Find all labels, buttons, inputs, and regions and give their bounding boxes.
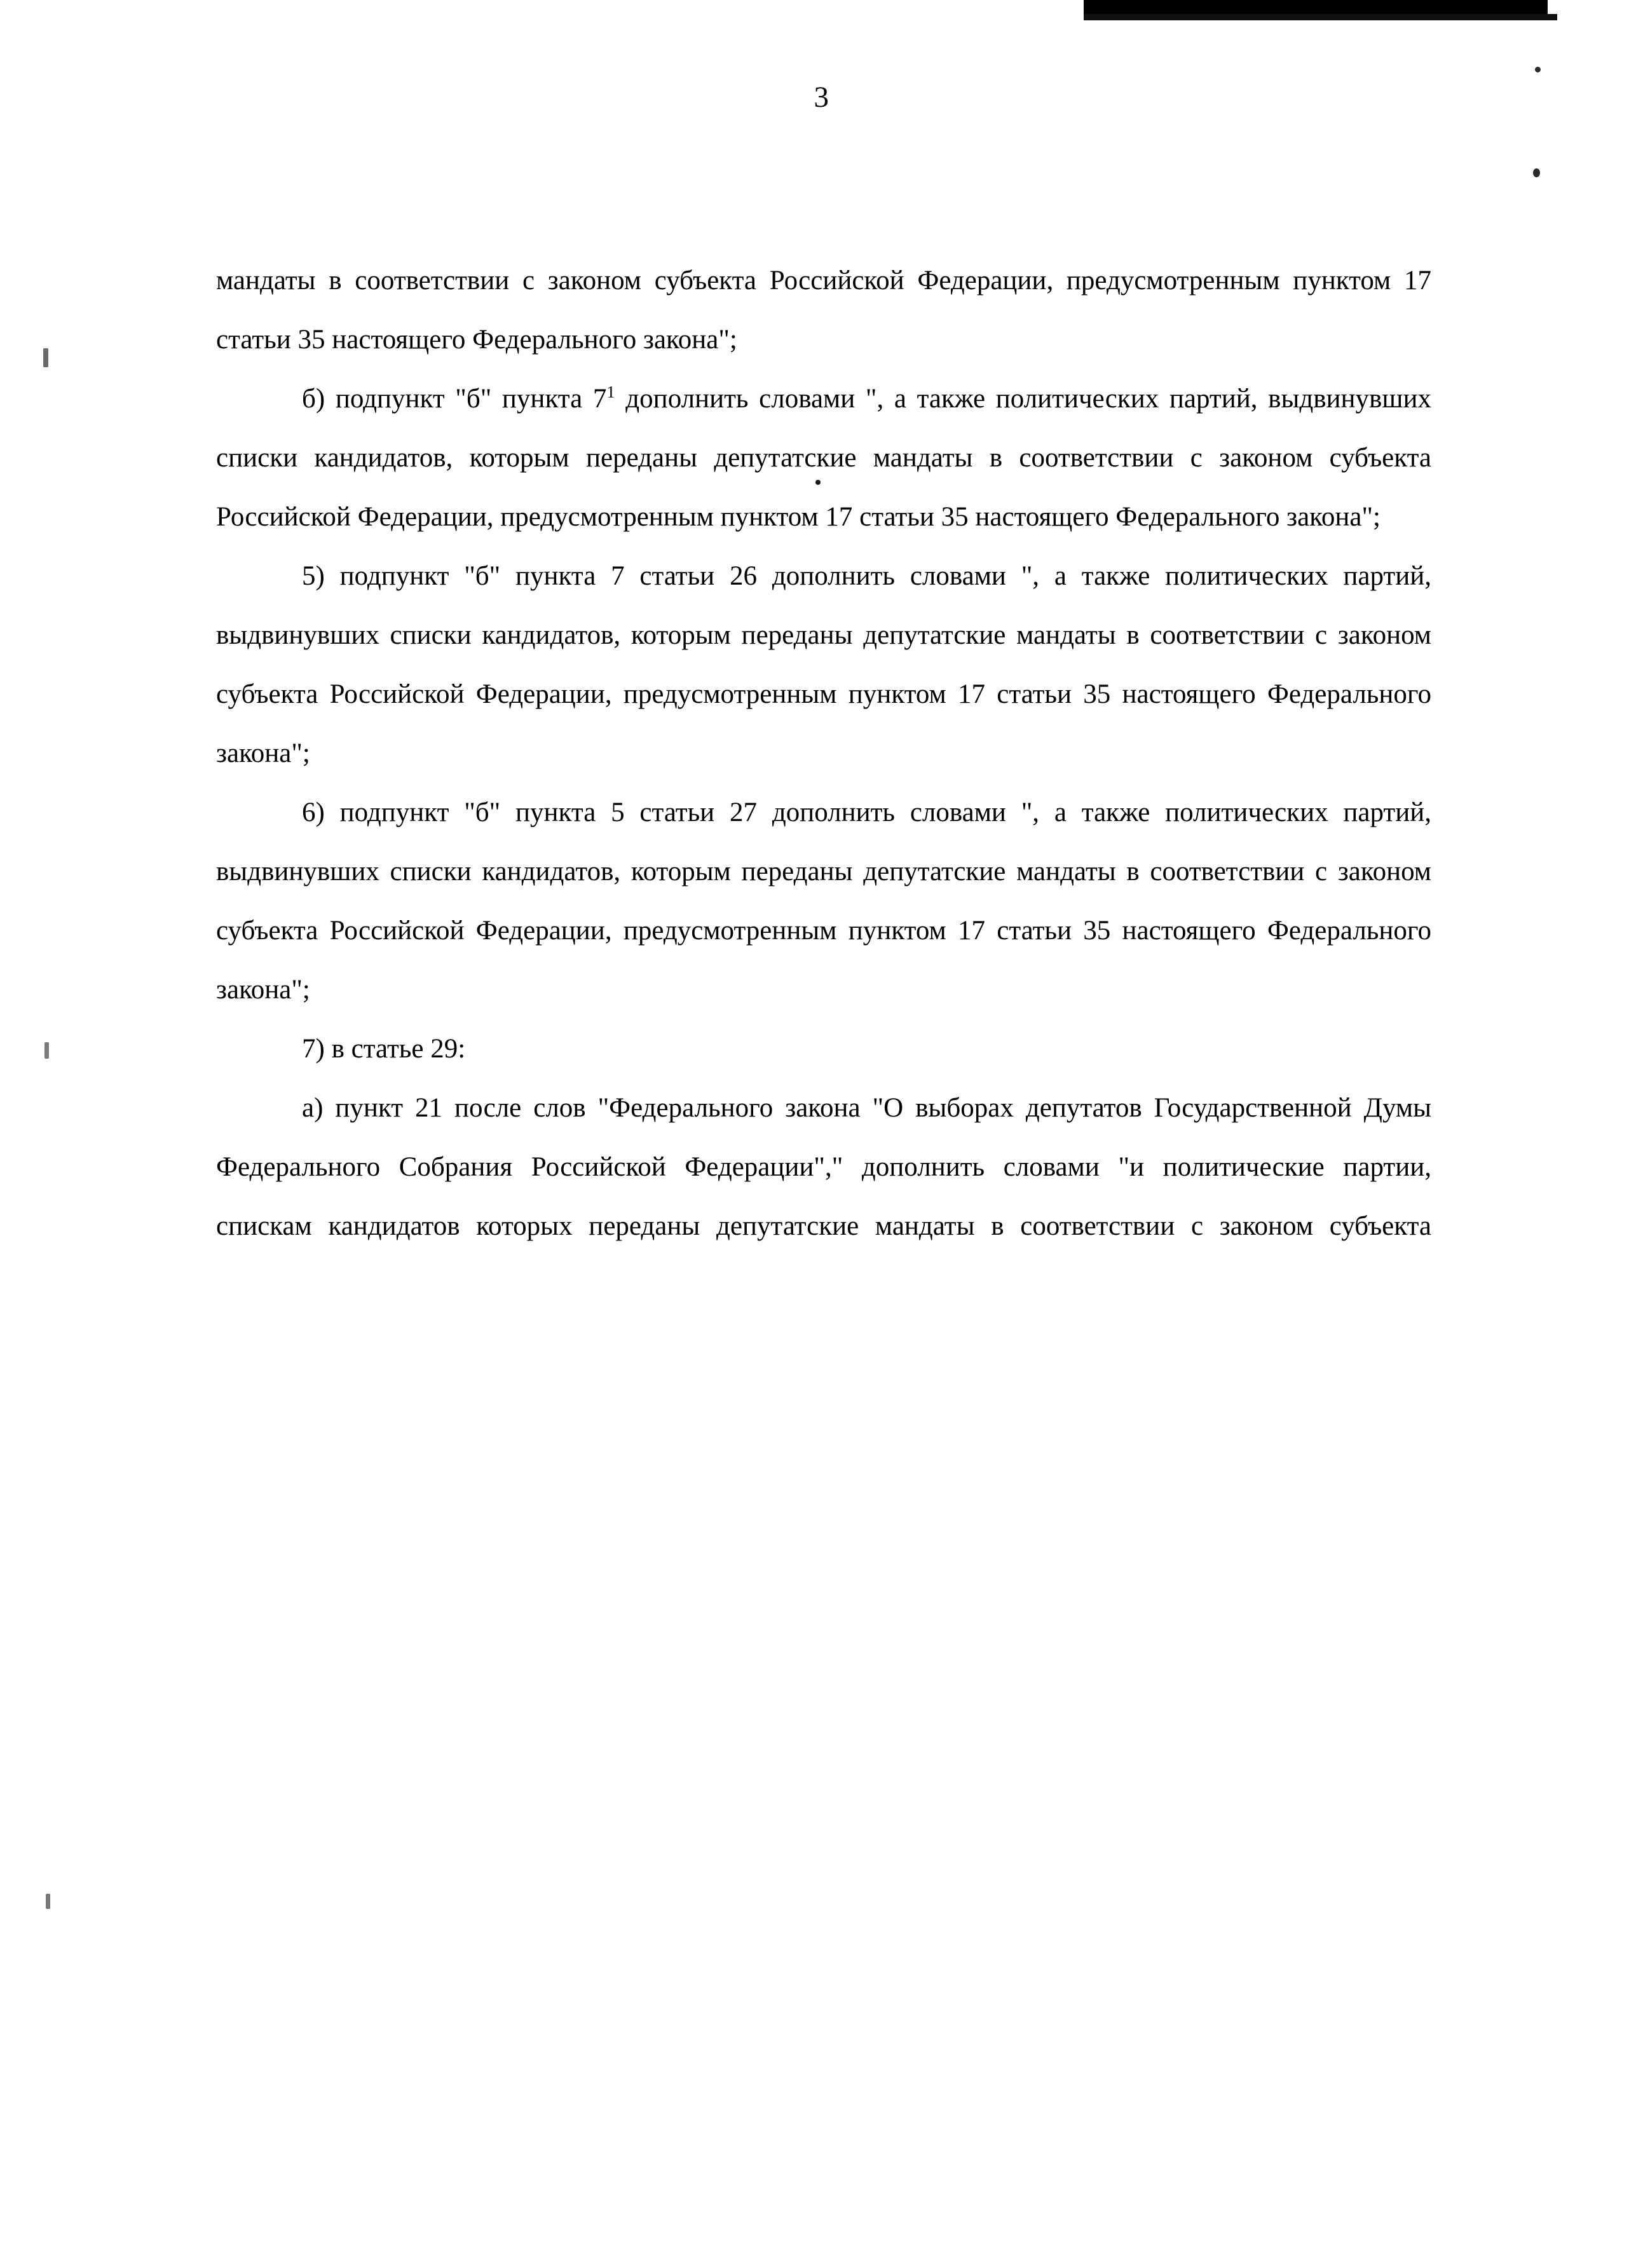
paragraph: 5) подпункт "б" пункта 7 статьи 26 дополнить словами ", а также политических партий, выдвинувших списки кандидатов, которым переданы депутатские мандаты в соответствии с законом субъекта Российской Федерации, предусмотренным пунктом 17 статьи 35 настоящего Федерального закона";: [216, 561, 1431, 768]
scan-artifact-bar-thin: [1084, 14, 1557, 20]
scan-speck: [44, 1042, 49, 1059]
scan-speck: [46, 1894, 50, 1909]
paragraph: а) пункт 21 после слов "Федерального закона "О выборах депутатов Государственной Думы Федерального Собрания Российской Федерации"," дополнить словами "и политические партии, спискам кандидатов которых переданы депутатские мандаты в соответствии с законом субъекта: [216, 1093, 1431, 1241]
page-number: 3: [814, 81, 829, 114]
document-body: [216, 251, 1431, 1256]
scan-speck: [43, 348, 48, 367]
paragraph: 7) в статье 29:: [302, 1034, 466, 1064]
paragraph: б) подпункт "б" пункта $7^1$ дополнить словами ", а также политических партий, выдвинувших списки кандидатов, которым переданы депутатские мандаты в соответствии с законом субъекта Российской Федерации, предусмотренным пунктом 17 статьи 35 настоящего Федерального закона";: [216, 382, 1431, 532]
scan-speck: [1533, 168, 1540, 177]
paragraph: 6) подпункт "б" пункта 5 статьи 27 дополнить словами ", а также политических партий, выдвинувших списки кандидатов, которым переданы депутатские мандаты в соответствии с законом субъекта Российской Федерации, предусмотренным пунктом 17 статьи 35 настоящего Федерального закона";: [216, 798, 1431, 1005]
scan-speck: [1535, 67, 1541, 72]
scan-speck: [815, 480, 821, 485]
paragraph: мандаты в соответствии с законом субъекта Российской Федерации, предусмотренным пунктом 17 статьи 35 настоящего Федерального закона";: [216, 266, 1431, 355]
